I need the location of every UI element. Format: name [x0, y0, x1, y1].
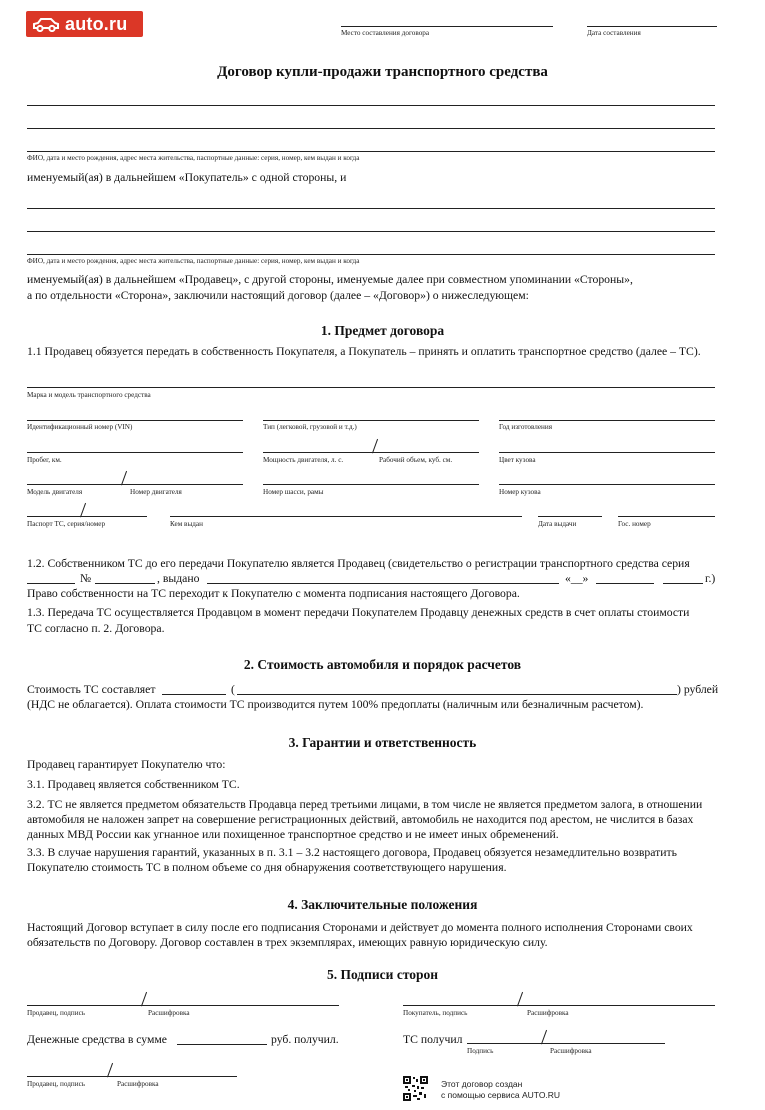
reg-issued-label: , выдано: [157, 572, 200, 585]
section2-heading: 2. Стоимость автомобиля и порядок расчетов: [243, 657, 522, 672]
chassis-caption: Номер шасси, рамы: [263, 488, 324, 496]
document-title: Договор купли-продажи транспортного средства: [217, 64, 548, 80]
section1-p1-2-c: Право собственности на ТС переходит к Покупателю с момента подписания настоящего Договора.: [27, 587, 520, 600]
section4-p-a: Настоящий Договор вступает в силу после его подписания Сторонами и действует до момента полного исполнения Сторонами своих: [27, 921, 693, 934]
money-suffix: руб. получил.: [271, 1033, 339, 1046]
reg-number-sign: №: [80, 572, 92, 585]
money-amount-line[interactable]: [177, 1044, 267, 1045]
reg-issued-line[interactable]: [207, 583, 559, 584]
section4-heading: 4. Заключительные положения: [287, 897, 478, 912]
seller-line-1[interactable]: [27, 208, 715, 209]
seller-decode-caption-2: Расшифровка: [117, 1080, 159, 1088]
passport-line[interactable]: [27, 516, 147, 517]
issued-by-line[interactable]: [170, 516, 522, 517]
section2-line2: (НДС не облагается). Оплата стоимости ТС производится путем 100% предоплаты (наличным или безналичным расчетом).: [27, 698, 644, 711]
body-color-caption: Цвет кузова: [499, 456, 536, 464]
body-number-caption: Номер кузова: [499, 488, 541, 496]
buyer-line-1[interactable]: [27, 105, 715, 106]
seller-signature-line[interactable]: [27, 1005, 339, 1006]
seller-signature-line-2[interactable]: [27, 1076, 237, 1077]
place-caption: Место составления договора: [341, 29, 430, 37]
reg-month-line[interactable]: [596, 583, 654, 584]
reg-year-line[interactable]: [663, 583, 703, 584]
section1-p1-3-b: ТС согласно п. 2. Договора.: [27, 622, 165, 635]
buyer-line-2[interactable]: [27, 128, 715, 129]
body-number-line[interactable]: [499, 484, 715, 485]
section1-p1-1: 1.1 Продавец обязуется передать в собственность Покупателя, а Покупатель – принять и оплатить транспортное средство (далее – ТС).: [27, 345, 701, 358]
footer-line-2: с помощью сервиса AUTO.RU: [441, 1090, 561, 1100]
vin-line[interactable]: [27, 420, 243, 421]
issue-date-caption: Дата выдачи: [538, 520, 577, 528]
auto-ru-logo[interactable]: [26, 11, 143, 37]
car-icon: [32, 17, 60, 32]
cost-label: Стоимость ТС составляет: [27, 683, 156, 696]
section3-p3-2-b: автомобиля не наложен запрет на совершение регистрационных действий, автомобиль не находится под арестом, не числится в базах: [27, 813, 694, 826]
power-caption: Мощность двигателя, л. с.: [263, 456, 344, 464]
seller-caption: ФИО, дата и место рождения, адрес места жительства, паспортные данные: серия, номер, кем выдан и когда: [27, 257, 360, 265]
seller-sign-caption: Продавец, подпись: [27, 1009, 86, 1017]
ts-received-label: ТС получил: [403, 1033, 463, 1046]
place-line[interactable]: [341, 26, 553, 27]
money-label: Денежные средства в сумме: [27, 1033, 167, 1046]
ts-decode-caption: Расшифровка: [550, 1047, 592, 1055]
cost-open-paren: (: [231, 683, 235, 696]
seller-role-text-1: именуемый(ая) в дальнейшем «Продавец», с другой стороны, именуемые далее при совместном упоминании «Стороны»,: [27, 273, 633, 286]
section3-p3-3-b: Покупателю стоимость ТС в полном объеме со дня обнаружения соответствующего нарушения.: [27, 861, 507, 874]
seller-sign-caption-2: Продавец, подпись: [27, 1080, 86, 1088]
make-model-caption: Марка и модель транспортного средства: [27, 391, 151, 399]
mileage-line[interactable]: [27, 452, 243, 453]
buyer-signature-line[interactable]: [403, 1005, 715, 1006]
issue-date-line[interactable]: [538, 516, 602, 517]
engine-number-caption: Номер двигателя: [130, 488, 182, 496]
buyer-caption: ФИО, дата и место рождения, адрес места жительства, паспортные данные: серия, номер, кем выдан и когда: [27, 154, 360, 162]
section5-heading: 5. Подписи сторон: [326, 967, 439, 982]
date-line[interactable]: [587, 26, 717, 27]
section1-p1-3-a: 1.3. Передача ТС осуществляется Продавцом в момент передачи Покупателем Продавцу денежных средств в счет оплаты стоимости: [27, 606, 690, 619]
volume-caption: Рабочий объем, куб. см.: [379, 456, 453, 464]
reg-day: «__»: [565, 572, 589, 585]
section3-p3-3-a: 3.3. В случае нарушения гарантий, указанных в п. 3.1 – 3.2 настоящего договора, Продавец обязуется незамедлительно возвратить: [27, 846, 677, 859]
logo-text: auto.ru: [65, 14, 128, 34]
vin-caption: Идентификационный номер (VIN): [27, 423, 133, 431]
issued-by-caption: Кем выдан: [170, 520, 203, 528]
section4-p-b: обязательств по Договору. Договор составлен в трех экземплярах, имеющих равную юридическую силу.: [27, 936, 548, 949]
make-model-line[interactable]: [27, 387, 715, 388]
seller-line-2[interactable]: [27, 231, 715, 232]
type-line[interactable]: [263, 420, 479, 421]
seller-role-text-2: а по отдельности «Сторона», заключили настоящий договор (далее – «Договор») о нижеследующем:: [27, 289, 529, 302]
ts-sign-caption: Подпись: [467, 1047, 494, 1055]
section3-p3-2-c: данных МВД России как угнанное или похищенное транспортное средство и не имеет иных обременений.: [27, 828, 559, 841]
reg-year-suffix: г.): [705, 572, 716, 585]
section1-heading: 1. Предмет договора: [320, 323, 445, 338]
section3-p3-1: 3.1. Продавец является собственником ТС.: [27, 778, 240, 791]
year-line[interactable]: [499, 420, 715, 421]
section3-intro: Продавец гарантирует Покупателю что:: [27, 758, 226, 771]
engine-line[interactable]: [27, 484, 243, 485]
buyer-line-3[interactable]: [27, 151, 715, 152]
seller-line-3[interactable]: [27, 254, 715, 255]
footer-line-1: Этот договор создан: [441, 1079, 523, 1089]
date-caption: Дата составления: [587, 29, 641, 37]
qr-code-icon[interactable]: [403, 1076, 428, 1101]
buyer-decode-caption: Расшифровка: [527, 1009, 569, 1017]
buyer-role-text: именуемый(ая) в дальнейшем «Покупатель» с одной стороны, и: [27, 171, 347, 184]
passport-caption: Паспорт ТС, серия/номер: [27, 520, 106, 528]
section1-p1-2-a: 1.2. Собственником ТС до его передачи Покупателю является Продавец (свидетельство о регистрации транспортного средства серия: [27, 557, 690, 570]
year-caption: Год изготовления: [499, 423, 553, 431]
reg-series-line[interactable]: [27, 583, 75, 584]
cost-number-line[interactable]: [162, 694, 226, 695]
gov-number-caption: Гос. номер: [618, 520, 651, 528]
reg-number-line[interactable]: [95, 583, 155, 584]
section3-p3-2-a: 3.2. ТС не является предметом обязательств Продавца перед третьими лицами, в том числе не является предметом залога, в отношении: [27, 798, 703, 811]
engine-model-caption: Модель двигателя: [27, 488, 83, 496]
ts-received-line[interactable]: [467, 1043, 665, 1044]
buyer-sign-caption: Покупатель, подпись: [403, 1009, 468, 1017]
gov-number-line[interactable]: [618, 516, 715, 517]
type-caption: Тип (легковой, грузовой и т.д.): [263, 423, 357, 431]
cost-words-line[interactable]: [237, 694, 677, 695]
mileage-caption: Пробег, км.: [27, 456, 62, 464]
section3-heading: 3. Гарантии и ответственность: [288, 735, 477, 750]
chassis-line[interactable]: [263, 484, 479, 485]
cost-rubles: ) рублей: [677, 683, 719, 696]
body-color-line[interactable]: [499, 452, 715, 453]
seller-decode-caption: Расшифровка: [148, 1009, 190, 1017]
